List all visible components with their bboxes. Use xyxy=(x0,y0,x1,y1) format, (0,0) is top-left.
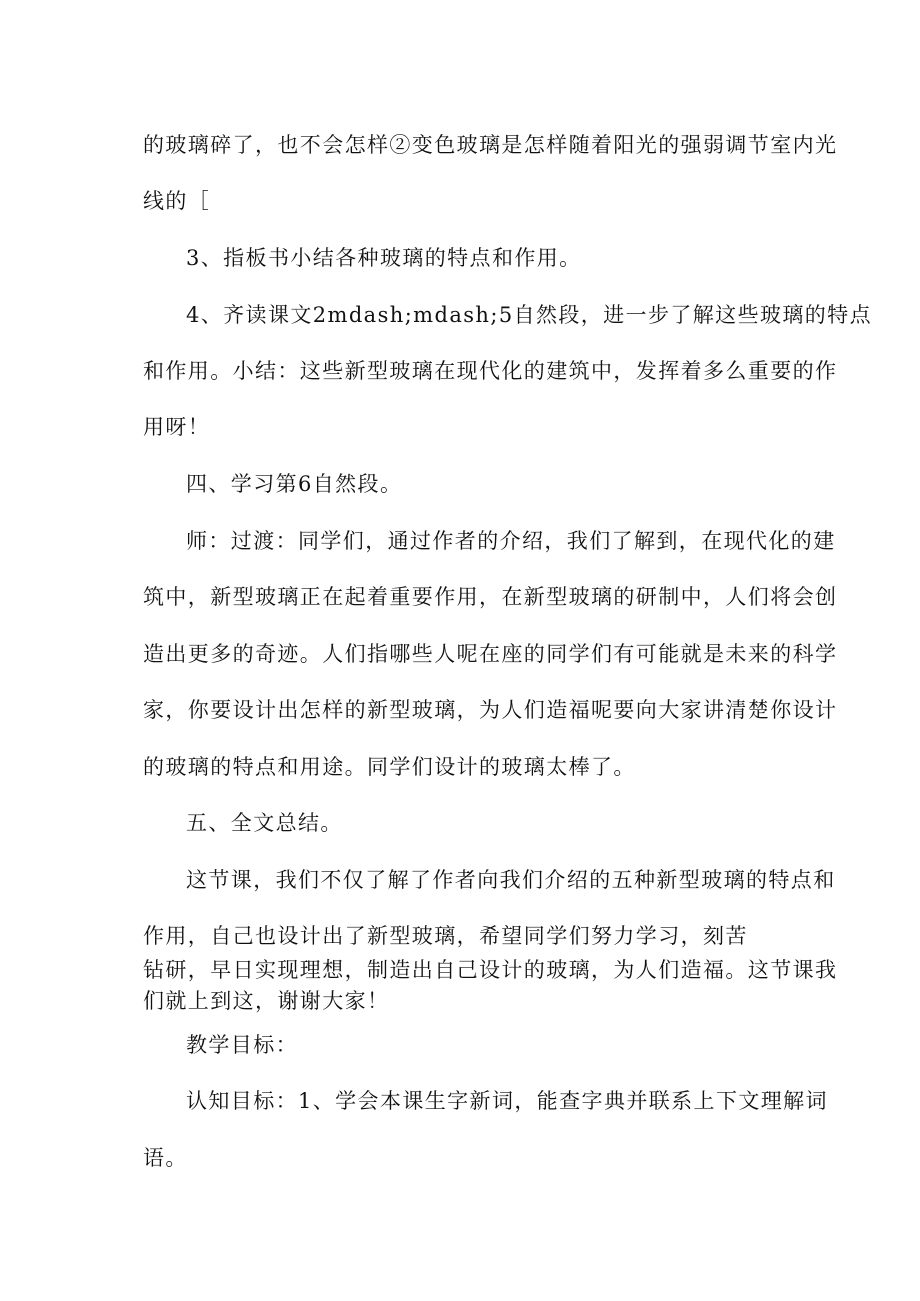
text-line-4: 4、齐读课文2mdash;mdash;5自然段，进一步了解这些玻璃的特点 xyxy=(186,303,872,327)
text-line-5: 和作用。小结：这些新型玻璃在现代化的建筑中，发挥着多么重要的作 xyxy=(143,359,838,383)
text-line-14: 这节课，我们不仅了解了作者向我们介绍的五种新型玻璃的特点和 xyxy=(186,868,836,892)
teaching-goals-heading: 教学目标： xyxy=(186,1033,298,1057)
section-heading-5: 五、全文总结。 xyxy=(186,811,343,835)
text-line-16: 钻研，早日实现理想，制造出自己设计的玻璃，为人们造福。这节课我 xyxy=(143,958,838,982)
text-line-17: 们就上到这，谢谢大家！ xyxy=(143,989,390,1013)
text-line-8: 师：过渡：同学们，通过作者的介绍，我们了解到，在现代化的建 xyxy=(186,529,836,553)
text-line-9: 筑中，新型玻璃正在起着重要作用，在新型玻璃的研制中，人们将会创 xyxy=(143,585,838,609)
text-line-15: 作用，自己也设计出了新型玻璃，希望同学们努力学习，刻苦 xyxy=(143,924,748,948)
text-line-1: 的玻璃碎了，也不会怎样②变色玻璃是怎样随着阳光的强弱调节室内光 xyxy=(143,133,838,157)
section-heading-4: 四、学习第6自然段。 xyxy=(186,472,403,496)
text-line-19: 认知目标：1、学会本课生字新词，能查字典并联系上下文理解词 xyxy=(186,1089,828,1113)
text-line-6: 用呀！ xyxy=(143,415,211,439)
text-line-11: 家，你要设计出怎样的新型玻璃，为人们造福呢要向大家讲清楚你设计 xyxy=(143,698,838,722)
text-line-10: 造出更多的奇迹。人们指哪些人呢在座的同学们有可能就是未来的科学 xyxy=(143,642,838,666)
text-line-3: 3、指板书小结各种玻璃的特点和作用。 xyxy=(186,246,582,270)
text-line-20: 语。 xyxy=(143,1146,188,1170)
text-line-12: 的玻璃的特点和用途。同学们设计的玻璃太棒了。 xyxy=(143,755,636,779)
text-line-2: 线的［ xyxy=(143,189,211,213)
